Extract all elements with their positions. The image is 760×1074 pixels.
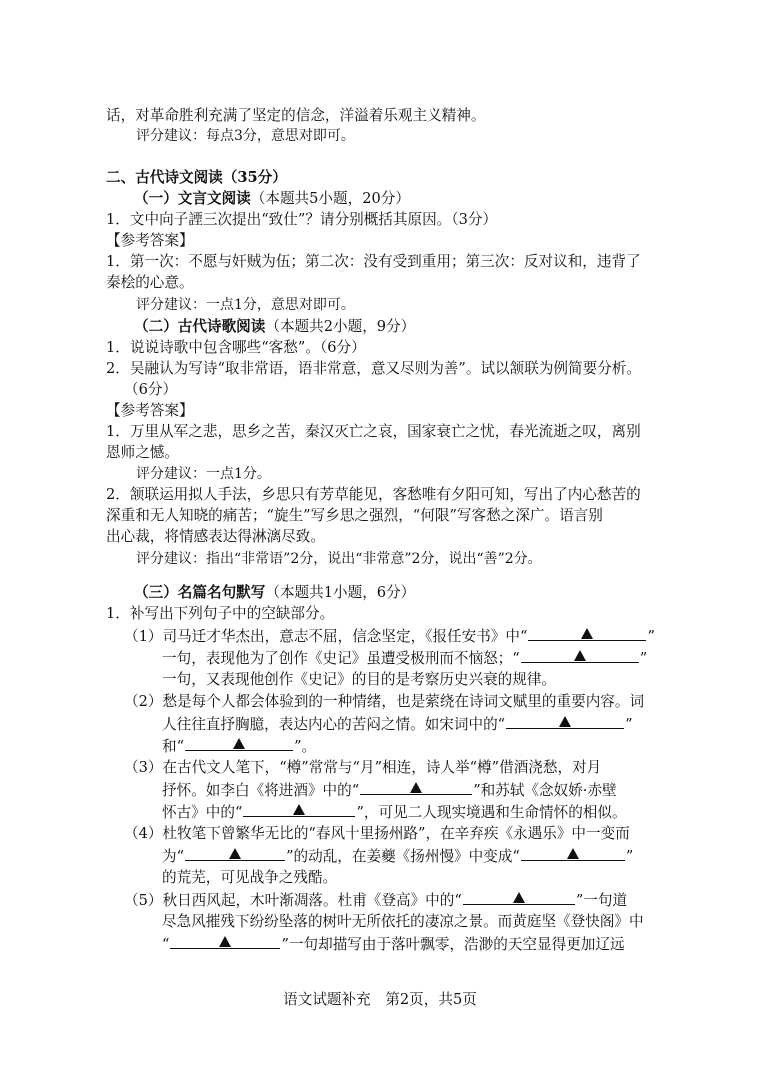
text-segment: ”一句道 (575, 892, 628, 909)
fill-blank-line (162, 802, 627, 823)
section-heading: 二、古代诗文阅读（35分） (106, 169, 287, 186)
fill-blank-line (124, 626, 655, 647)
fill-blank-line (162, 714, 633, 735)
text-segment: ” (647, 628, 655, 645)
text-segment: “ (162, 936, 170, 953)
text-line: 尽急风摧残下纷纷坠落的树叶无所依托的凄凉之景。而黄庭坚《登快阁》中 (162, 913, 644, 930)
page-footer: 语文试题补充 第2页，共5页 (283, 991, 477, 1008)
fill-blank-line (162, 934, 625, 955)
text-line: （4）杜牧笔下曾繁华无比的“春风十里扬州路”，在辛弃疾《永遇乐》中一变而 (124, 825, 630, 842)
scoring-note: 评分建议：指出“非常语”2分，说出“非常意”2分，说出“善”2分。 (136, 551, 542, 567)
fill-blank-line (162, 736, 316, 757)
text-segment: ” (639, 650, 648, 667)
subsection-title: （二）古代诗歌阅读 (134, 318, 266, 335)
answer-line: 出心裁，将情感表达得淋漓尽致。 (106, 528, 325, 545)
answer-line: 秦桧的心意。 (106, 274, 194, 291)
text-line: 一句，又表现他创作《史记》的目的是考察历史兴衰的规律。 (162, 671, 557, 688)
subsection-heading (134, 583, 415, 603)
triangle-marker-icon (559, 716, 571, 727)
text-segment: 人往往直抒胸臆，表达内心的苦闷之情。如宋词中的“ (162, 716, 506, 733)
triangle-marker-icon (567, 848, 579, 859)
answer-line: 1．第一次：不愿与奸贼为伍；第二次：没有受到重用；第三次：反对议和，违背了 (106, 253, 641, 270)
answer-heading: 【参考答案】 (106, 232, 194, 249)
text-segment: 和“ (162, 738, 185, 755)
triangle-marker-icon (229, 848, 241, 859)
answer-blank[interactable] (243, 802, 355, 817)
subsection-title: （三）名篇名句默写 (134, 584, 266, 601)
question-line: 2．吴融认为写诗“取非常语，语非常意，意又尽则为善”。试以颔联为例简要分析。 (106, 360, 641, 377)
subsection-title: （一）文言文阅读 (134, 190, 251, 207)
scoring-note: 评分建议：每点3分，意思对即可。 (136, 128, 355, 144)
fill-blank-line (162, 780, 617, 801)
question-line: （6分） (124, 381, 178, 398)
text-segment: ”的动乱，在姜夔《扬州慢》中变成“ (286, 848, 520, 865)
text-segment: ”和苏轼《念奴娇·赤壁 (473, 782, 617, 799)
text-segment: ”一句却描写由于落叶飘零，浩渺的天空显得更加辽远 (281, 936, 625, 953)
answer-blank[interactable] (506, 714, 624, 729)
scoring-note: 评分建议：一点1分，意思对即可。 (136, 297, 355, 313)
triangle-marker-icon (513, 892, 525, 903)
answer-blank[interactable] (360, 780, 472, 795)
answer-line: 1．万里从军之悲，思乡之苦，秦汉灭亡之哀，国家衰亡之忧，春光流逝之叹，离别 (106, 423, 641, 440)
text-segment: ”。 (294, 738, 317, 755)
answer-blank[interactable] (463, 890, 575, 905)
answer-blank[interactable] (521, 648, 639, 663)
answer-blank[interactable] (185, 846, 285, 861)
triangle-marker-icon (219, 936, 231, 947)
answer-blank[interactable] (185, 736, 293, 751)
triangle-marker-icon (581, 628, 593, 639)
subsection-info: （本题共5小题，20分） (250, 190, 410, 207)
answer-line: 2．颔联运用拟人手法，乡思只有芳草能见，客愁唯有夕阳可知，写出了内心愁苦的 (106, 486, 641, 503)
subsection-heading (134, 189, 410, 209)
scoring-note: 评分建议：一点1分。 (136, 466, 271, 482)
answer-blank[interactable] (170, 934, 280, 949)
answer-line: 恩师之憾。 (106, 444, 179, 461)
answer-heading: 【参考答案】 (106, 402, 194, 419)
answer-line: 深重和无人知晓的痛苦；“旋生”写乡思之强烈，“何限”写客愁之深广。语言别 (106, 507, 603, 524)
fill-blank-line (162, 846, 633, 867)
question-line: 1．说说诗歌中包含哪些“客愁”。（6分） (106, 339, 366, 356)
text-segment: ”，可见二人现实境遇和生命情怀的相似。 (356, 804, 627, 821)
subsection-heading (134, 317, 415, 337)
triangle-marker-icon (410, 782, 422, 793)
text-segment: （5）秋日西风起，木叶渐凋落。杜甫《登高》中的“ (124, 892, 462, 909)
answer-blank[interactable] (528, 626, 646, 641)
text-segment: 为“ (162, 848, 185, 865)
subsection-info: （本题共2小题，9分） (265, 318, 416, 335)
fill-blank-line (124, 890, 627, 911)
question-line: 1．文中向子諲三次提出“致仕”？请分别概括其原因。（3分） (106, 211, 498, 228)
text-line: 话，对革命胜利充满了坚定的信念，洋溢着乐观主义精神。 (106, 107, 486, 124)
text-segment: 抒怀。如李白《将进酒》中的“ (162, 782, 360, 799)
question-line: 1．补写出下列句子中的空缺部分。 (106, 605, 335, 622)
triangle-marker-icon (574, 650, 586, 661)
text-segment: 一句，表现他为了创作《史记》虽遭受极刑而不恼怒；“ (162, 650, 520, 667)
text-segment: ” (625, 716, 633, 733)
text-segment: ” (625, 848, 634, 865)
subsection-info: （本题共1小题，6分） (265, 584, 416, 601)
text-segment: （1）司马迁才华杰出，意志不屈，信念坚定，《报任安书》中“ (124, 628, 528, 645)
text-line: （2）愁是每个人都会体验到的一种情绪，也是萦绕在诗词文赋里的重要内容。词 (124, 693, 645, 710)
answer-blank[interactable] (521, 846, 625, 861)
triangle-marker-icon (233, 738, 245, 749)
fill-blank-line (162, 648, 647, 669)
text-line: 的荒芜，可见战争之残酷。 (162, 869, 338, 886)
triangle-marker-icon (293, 804, 305, 815)
text-line: （3）在古代文人笔下，“樽”常常与“月”相连，诗人举“樽”借酒浇愁，对月 (124, 759, 602, 776)
text-segment: 怀古》中的“ (162, 804, 243, 821)
